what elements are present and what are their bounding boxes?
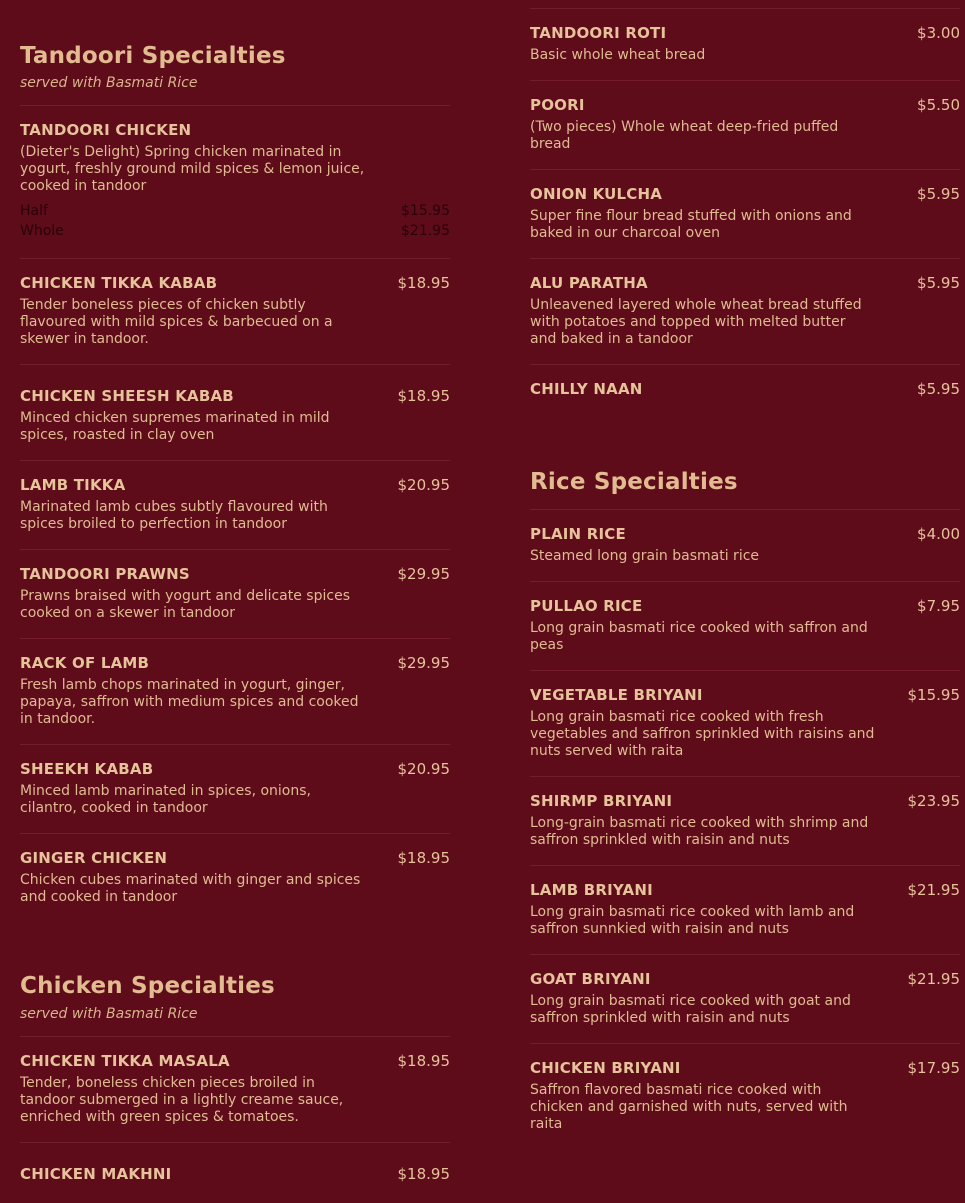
item-name: PULLAO RICE	[530, 597, 643, 616]
item-description: Steamed long grain basmati rice	[530, 548, 760, 565]
item-description: Long grain basmati rice cooked with lamb and saffron sunnkied with raisin and nuts	[530, 904, 855, 938]
item-description: Saffron flavored basmati rice cooked with chicken and garnished with nuts, served with raita	[530, 1082, 848, 1133]
item-price: $7.95	[917, 597, 960, 616]
item-price: $20.95	[397, 760, 450, 779]
menu-item	[530, 525, 960, 565]
item-name: SHIRMP BRIYANI	[530, 792, 673, 811]
menu-item	[530, 185, 960, 242]
item-name: CHILLY NAAN	[530, 380, 643, 398]
item-description: Fresh lamb chops marinated in yogurt, ginger, papaya, saffron with medium spices and cooked in tandoor.	[20, 677, 359, 728]
section-subtitle-chicken: served with Basmati Rice	[20, 1005, 198, 1022]
menu-item	[530, 597, 960, 654]
item-description: (Dieter's Delight) Spring chicken marinated in yogurt, freshly ground mild spices & lemon juice, cooked in tandoor	[20, 144, 365, 195]
item-name: ONION KULCHA	[530, 185, 663, 203]
item-price: $18.95	[397, 387, 450, 406]
item-description: Marinated lamb cubes subtly flavoured with spices broiled to perfection in tandoor	[20, 499, 328, 533]
item-name: TANDOORI PRAWNS	[20, 565, 190, 584]
menu-item	[530, 792, 960, 849]
item-name: POORI	[530, 96, 585, 114]
portion-row-half	[20, 201, 450, 221]
item-name: TANDOORI CHICKEN	[20, 121, 192, 140]
menu-item	[530, 274, 960, 348]
item-description: (Two pieces) Whole wheat deep-fried puffed bread	[530, 119, 839, 152]
portion-label: Half	[20, 203, 48, 220]
section-title-chicken: Chicken Specialties	[20, 973, 275, 1000]
item-description: Long grain basmati rice cooked with fresh vegetables and saffron sprinkled with raisins and nuts served with raita	[530, 709, 875, 760]
item-description: Unleavened layered whole wheat bread stuffed with potatoes and topped with melted butter and baked in a tandoor	[530, 297, 862, 347]
item-description: Tender, boneless chicken pieces broiled in tandoor submerged in a lightly creame sauce, enriched with green spices & tomatoes.	[20, 1074, 344, 1125]
item-price: $18.95	[397, 274, 450, 293]
item-price: $21.95	[907, 881, 960, 900]
item-description: Long grain basmati rice cooked with goat and saffron sprinkled with raisin and nuts	[530, 993, 851, 1027]
menu-item	[20, 274, 450, 348]
item-name: ALU PARATHA	[530, 274, 648, 292]
item-name: CHICKEN TIKKA MASALA	[20, 1051, 230, 1070]
item-name: SHEEKH KABAB	[20, 760, 154, 779]
portion-row-whole	[20, 221, 450, 241]
item-price: $18.95	[397, 849, 450, 868]
menu-item	[20, 387, 450, 444]
item-price: $4.00	[917, 525, 960, 544]
item-description: Chicken cubes marinated with ginger and spices and cooked in tandoor	[20, 872, 361, 906]
item-description: Minced chicken supremes marinated in mild spices, roasted in clay oven	[20, 410, 330, 444]
item-name: VEGETABLE BRIYANI	[530, 686, 703, 705]
item-description: Long grain basmati rice cooked with saffron and peas	[530, 620, 868, 654]
menu-item	[20, 654, 450, 728]
left-column	[20, 0, 450, 1183]
item-description: Basic whole wheat bread	[530, 47, 706, 63]
menu-item	[20, 1165, 450, 1183]
portion-price: $15.95	[401, 203, 450, 220]
portion-price: $21.95	[401, 223, 450, 240]
item-price: $5.95	[917, 185, 960, 203]
item-price: $5.50	[917, 96, 960, 114]
item-description: Minced lamb marinated in spices, onions, cilantro, cooked in tandoor	[20, 783, 311, 817]
item-price: $18.95	[397, 1164, 450, 1183]
item-price: $15.95	[907, 686, 960, 705]
item-price: $5.95	[917, 274, 960, 292]
menu-item	[530, 24, 960, 64]
item-name: CHICKEN BRIYANI	[530, 1059, 681, 1078]
menu-item	[530, 970, 960, 1027]
item-price: $29.95	[397, 654, 450, 673]
item-name: CHICKEN MAKHNI	[20, 1164, 172, 1183]
menu-item	[530, 1059, 960, 1133]
item-description: Prawns braised with yogurt and delicate spices cooked on a skewer in tandoor	[20, 588, 350, 622]
item-description: Tender boneless pieces of chicken subtly flavoured with mild spices & barbecued on a skewer in tandoor.	[20, 297, 333, 348]
item-name: LAMB BRIYANI	[530, 881, 653, 900]
item-price: $18.95	[397, 1051, 450, 1070]
section-title-tandoori: Tandoori Specialties	[20, 43, 286, 69]
item-name: GOAT BRIYANI	[530, 970, 651, 989]
section-title-rice: Rice Specialties	[530, 469, 738, 495]
item-price: $3.00	[917, 24, 960, 42]
item-price: $21.95	[907, 970, 960, 989]
menu-item	[20, 476, 450, 533]
item-price: $5.95	[917, 380, 960, 398]
right-column	[530, 0, 960, 1133]
menu-item	[530, 380, 960, 398]
section-subtitle-tandoori: served with Basmati Rice	[20, 75, 198, 92]
menu-item	[20, 849, 450, 906]
item-name: CHICKEN TIKKA KABAB	[20, 274, 218, 293]
item-description: Super fine flour bread stuffed with onions and baked in our charcoal oven	[530, 208, 852, 241]
item-name: TANDOORI ROTI	[530, 24, 667, 42]
menu-item	[530, 686, 960, 760]
menu-item	[530, 96, 960, 153]
item-name: RACK OF LAMB	[20, 654, 150, 673]
item-price: $17.95	[907, 1059, 960, 1078]
menu-item	[20, 760, 450, 817]
item-description: Long-grain basmati rice cooked with shrimp and saffron sprinkled with raisin and nuts	[530, 815, 869, 849]
menu-item	[20, 121, 450, 241]
portion-label: Whole	[20, 223, 64, 240]
menu-item	[20, 565, 450, 622]
item-name: GINGER CHICKEN	[20, 849, 168, 868]
item-price: $20.95	[397, 476, 450, 495]
item-price: $23.95	[907, 792, 960, 811]
item-price: $29.95	[397, 565, 450, 584]
item-name: LAMB TIKKA	[20, 476, 126, 495]
item-name: PLAIN RICE	[530, 525, 626, 544]
item-name: CHICKEN SHEESH KABAB	[20, 387, 234, 406]
menu-item	[20, 1052, 450, 1126]
menu-item	[530, 881, 960, 938]
